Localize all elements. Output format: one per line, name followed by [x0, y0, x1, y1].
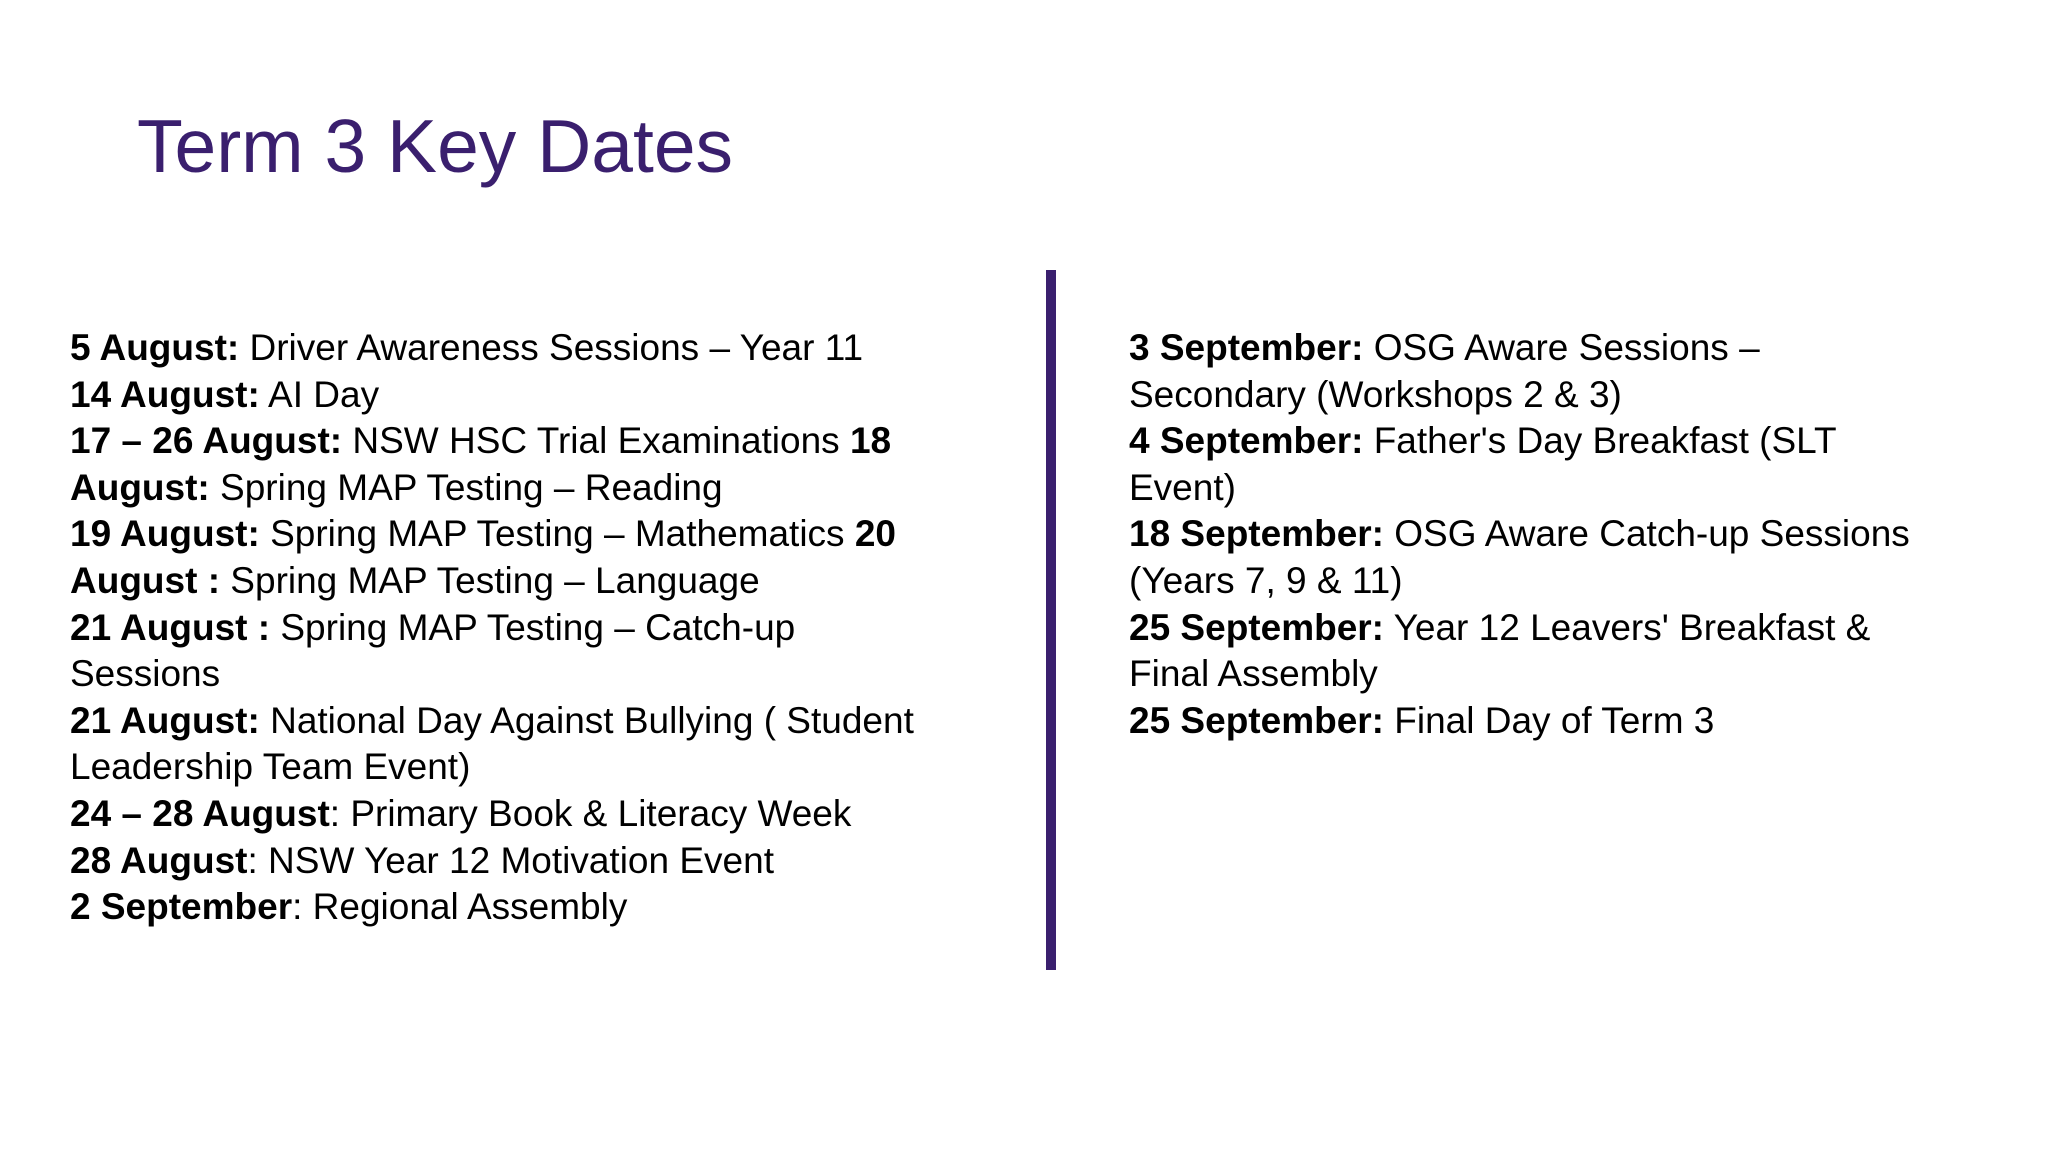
key-date-label: 21 August : — [70, 606, 271, 648]
key-date-line — [70, 511, 970, 558]
key-date-label: 18 — [849, 420, 892, 462]
key-date-description: Final Day of Term 3 — [1384, 699, 1715, 741]
key-date-line — [70, 744, 970, 791]
page-title: Term 3 Key Dates — [137, 104, 734, 188]
key-date-description: Spring MAP Testing – Mathematics — [259, 513, 855, 555]
key-date-description: Event) — [1129, 466, 1236, 508]
key-date-line — [70, 372, 970, 419]
key-date-line — [70, 838, 970, 885]
right-column-key-dates — [1129, 325, 1979, 744]
key-date-description: Final Assembly — [1129, 653, 1378, 695]
key-date-description: : Regional Assembly — [292, 886, 628, 928]
key-date-label: 18 September: — [1129, 513, 1384, 555]
key-date-description: : Primary Book & Literacy Week — [329, 792, 852, 834]
key-date-label: 3 September: — [1129, 327, 1364, 368]
key-date-label: 20 — [854, 513, 896, 555]
key-date-line — [70, 651, 970, 698]
key-date-line — [70, 558, 970, 605]
key-date-description: Father's Day Breakfast (SLT — [1363, 420, 1837, 462]
key-date-description: Secondary (Workshops 2 & 3) — [1129, 373, 1622, 415]
key-date-line — [70, 325, 970, 372]
key-date-description: : NSW Year 12 Motivation Event — [247, 839, 774, 881]
key-date-description: Leadership Team Event) — [70, 746, 471, 788]
column-divider — [1046, 270, 1056, 970]
key-date-description: AI Day — [259, 373, 380, 415]
key-date-description: NSW HSC Trial Examinations — [342, 420, 850, 462]
key-date-line — [1129, 558, 1979, 605]
key-date-line — [70, 884, 970, 931]
key-date-description: Sessions — [70, 653, 221, 695]
key-date-line — [1129, 698, 1979, 745]
key-date-line — [1129, 511, 1979, 558]
key-date-line — [70, 605, 970, 652]
key-date-description: OSG Aware Sessions – — [1363, 327, 1760, 368]
key-date-label: 5 August: — [70, 327, 240, 368]
key-date-line — [1129, 605, 1979, 652]
key-date-label: 24 – 28 August — [70, 792, 330, 834]
key-date-line — [70, 418, 970, 465]
key-date-description: (Years 7, 9 & 11) — [1129, 559, 1403, 601]
key-date-line — [1129, 325, 1979, 372]
key-date-line — [1129, 465, 1979, 512]
key-date-line — [1129, 418, 1979, 465]
key-date-line — [70, 698, 970, 745]
key-date-description: Spring MAP Testing – Language — [220, 559, 760, 601]
key-date-label: 25 September: — [1129, 699, 1384, 741]
key-date-line — [70, 791, 970, 838]
left-column-key-dates — [70, 325, 970, 931]
key-date-label: 4 September: — [1129, 420, 1364, 462]
key-date-line — [1129, 372, 1979, 419]
key-date-description: Spring MAP Testing – Catch-up — [270, 606, 796, 648]
key-date-label: 19 August: — [70, 513, 260, 555]
key-date-label: 2 September — [70, 886, 293, 928]
key-date-description: Spring MAP Testing – Reading — [209, 466, 723, 508]
key-date-description: OSG Aware Catch-up Sessions — [1384, 513, 1910, 555]
key-date-line — [70, 465, 970, 512]
key-date-description: National Day Against Bullying ( Student — [259, 699, 914, 741]
key-date-label: 25 September: — [1129, 606, 1384, 648]
key-date-label: 28 August — [70, 839, 248, 881]
key-date-label: 17 – 26 August: — [70, 420, 343, 462]
key-date-line — [1129, 651, 1979, 698]
key-date-label: August : — [70, 559, 221, 601]
key-date-label: August: — [70, 466, 210, 508]
key-date-description: Year 12 Leavers' Breakfast & — [1384, 606, 1871, 648]
key-date-description: Driver Awareness Sessions – Year 11 — [239, 327, 864, 368]
key-date-label: 21 August: — [70, 699, 260, 741]
key-date-label: 14 August: — [70, 373, 260, 415]
